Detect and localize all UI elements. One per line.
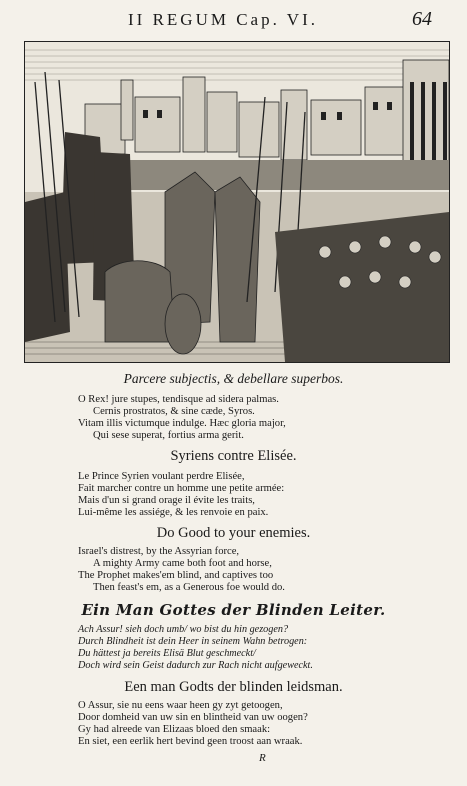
french-verse bbox=[0, 471, 467, 519]
verse-line: Qui sese superat, fortius arma gerit. bbox=[93, 430, 244, 441]
signature-mark: R bbox=[259, 752, 266, 764]
english-heading: Do Good to your enemies. bbox=[156, 525, 311, 541]
dutch-heading: Een man Godts der blinden leidsman. bbox=[124, 679, 343, 695]
latin-verse bbox=[0, 394, 467, 442]
french-heading: Syriens contre Elisée. bbox=[170, 448, 297, 464]
verse-line: Ach Assur! sieh doch umb/ wo bist du hin gezogen? bbox=[78, 624, 289, 635]
dutch-verse bbox=[0, 700, 467, 748]
german-verse bbox=[0, 624, 467, 672]
verse-line: Then feast's em, as a Generous foe would do. bbox=[93, 582, 285, 593]
verse-line: En siet, een eerlik hert bevind geen troost aan wraak. bbox=[78, 736, 303, 747]
engraving-artwork bbox=[25, 42, 449, 362]
verse-line: Israel's distrest, by the Assyrian force, bbox=[78, 546, 240, 557]
verse-line: Le Prince Syrien voulant perdre Elisée, bbox=[78, 471, 245, 482]
page-number: 64 bbox=[412, 8, 432, 30]
verse-line: O Assur, sie nu eens waar heen gy zyt getoogen, bbox=[78, 700, 283, 711]
verse-line: Mais d'un si grand orage il évite les traits, bbox=[78, 495, 255, 506]
english-verse bbox=[0, 546, 467, 594]
verse-line: Gy had alreede van Elizaas bloed den smaak: bbox=[78, 724, 271, 735]
page-header bbox=[0, 6, 467, 34]
verse-line: Du hättest ja bereits Elisä Blut geschmeckt/ bbox=[78, 648, 256, 659]
verse-line: The Prophet makes'em blind, and captives too bbox=[78, 570, 274, 581]
verse-line: Cernis prostratos, & sine cæde, Syros. bbox=[93, 406, 255, 417]
motto: Parcere subjectis, & debellare superbos. bbox=[123, 371, 344, 386]
running-title: II REGUM Cap. VI. bbox=[128, 10, 318, 29]
german-heading: Ein Man Gottes der Blinden Leiter. bbox=[81, 601, 386, 619]
verse-line: Lui-même les assiége, & les renvoie en paix. bbox=[78, 507, 269, 518]
verse-line: Doch wird sein Geist dadurch zur Rach nicht aufgeweckt. bbox=[78, 660, 313, 671]
verse-line: O Rex! jure stupes, tendisque ad sidera palmas. bbox=[78, 394, 279, 405]
verse-line: Durch Blindheit ist dein Heer in seinem Wahn betrogen: bbox=[78, 636, 308, 647]
engraving-illustration bbox=[24, 41, 450, 363]
verse-line: A mighty Army came both foot and horse, bbox=[93, 558, 272, 569]
verse-line: Door domheid van uw sin en blintheid van uw oogen? bbox=[78, 712, 308, 723]
verse-line: Vitam illis victumque indulge. Hæc gloria major, bbox=[78, 418, 286, 429]
verse-line: Fait marcher contre un homme une petite armée: bbox=[78, 483, 285, 494]
